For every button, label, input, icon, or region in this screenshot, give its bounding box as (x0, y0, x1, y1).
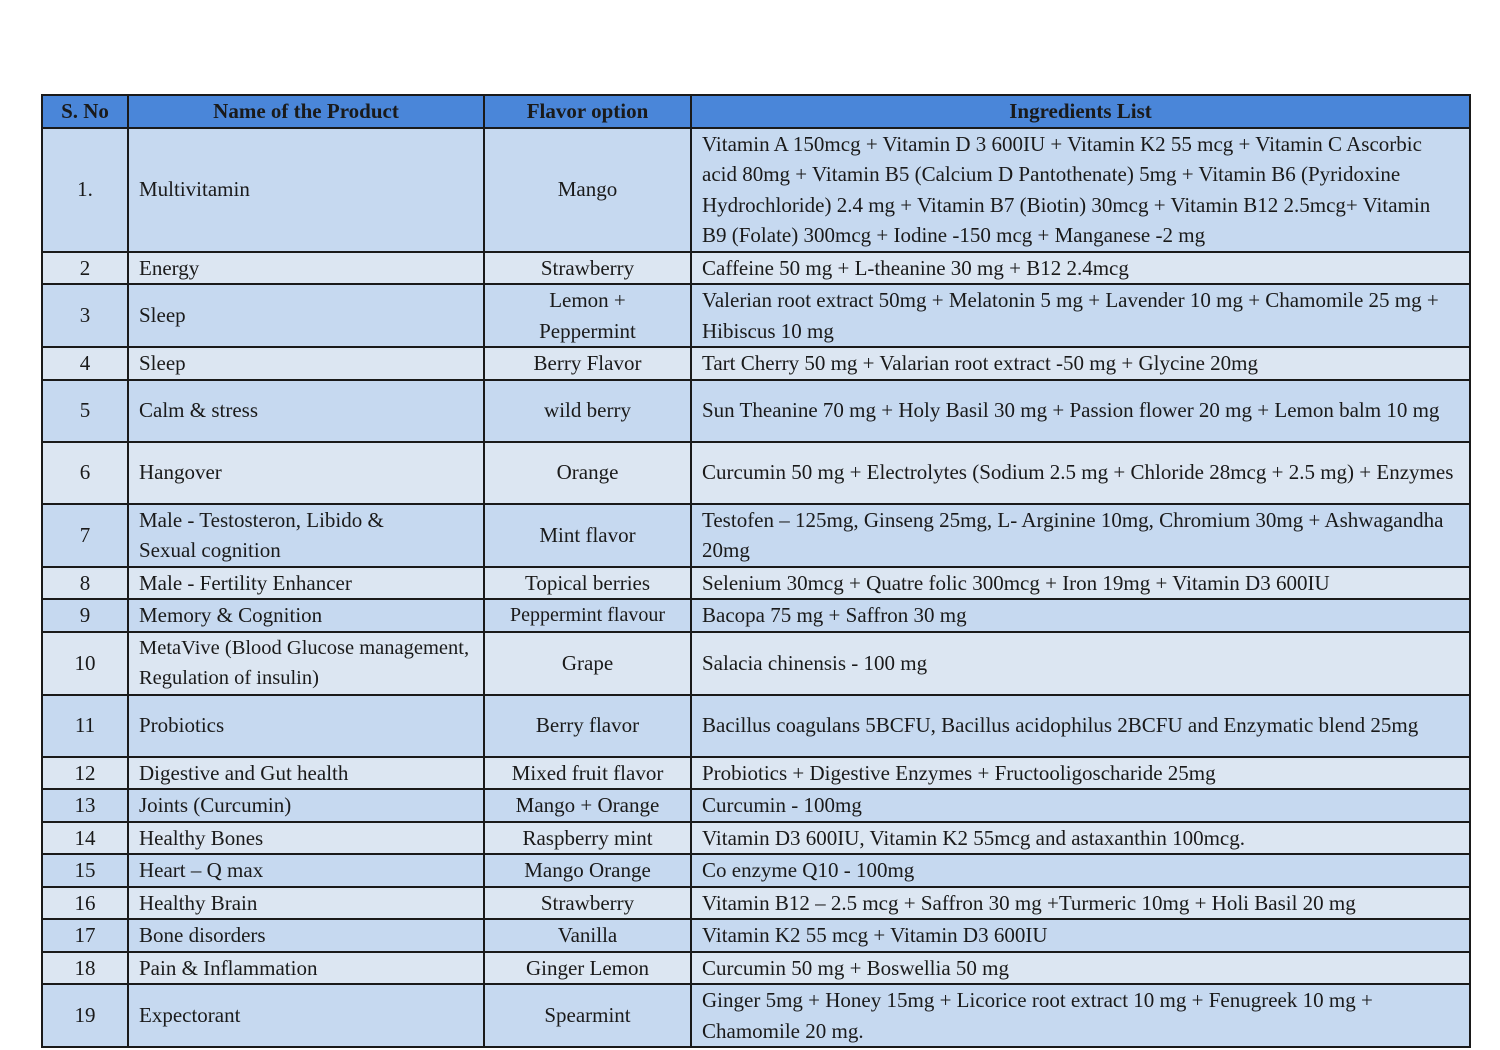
cell-sno: 11 (42, 695, 128, 757)
cell-flavor: Orange (484, 442, 691, 504)
cell-flavor: Mixed fruit flavor (484, 757, 691, 790)
cell-flavor: Strawberry (484, 252, 691, 285)
cell-sno: 9 (42, 599, 128, 632)
table-row (42, 504, 1470, 567)
table-row (42, 284, 1470, 347)
table-row (42, 567, 1470, 600)
table-row (42, 887, 1470, 920)
cell-sno: 17 (42, 919, 128, 952)
cell-product-name: Memory & Cognition (128, 599, 484, 632)
cell-product-name: Probiotics (128, 695, 484, 757)
cell-ingredients: Curcumin - 100mg (691, 789, 1470, 822)
cell-ingredients: Curcumin 50 mg + Electrolytes (Sodium 2.5 mg + Chloride 28mcg + 2.5 mg) + Enzymes (691, 442, 1470, 504)
cell-product-name: Male - Fertility Enhancer (128, 567, 484, 600)
cell-product-name: Expectorant (128, 984, 484, 1047)
cell-ingredients: Sun Theanine 70 mg + Holy Basil 30 mg + Passion flower 20 mg + Lemon balm 10 mg (691, 380, 1470, 442)
cell-product-name: Energy (128, 252, 484, 285)
table-row (42, 952, 1470, 985)
cell-product-name: Joints (Curcumin) (128, 789, 484, 822)
header-sno: S. No (42, 95, 128, 128)
cell-sno: 2 (42, 252, 128, 285)
cell-flavor: Ginger Lemon (484, 952, 691, 985)
cell-product-name: MetaVive (Blood Glucose management, Regulation of insulin) (128, 632, 484, 695)
table-row (42, 128, 1470, 252)
cell-ingredients: Selenium 30mcg + Quatre folic 300mcg + Iron 19mg + Vitamin D3 600IU (691, 567, 1470, 600)
cell-ingredients: Bacillus coagulans 5BCFU, Bacillus acidophilus 2BCFU and Enzymatic blend 25mg (691, 695, 1470, 757)
header-product-name: Name of the Product (128, 95, 484, 128)
cell-ingredients: Vitamin A 150mcg + Vitamin D 3 600IU + Vitamin K2 55 mcg + Vitamin C Ascorbic acid 80mg + Vitamin B5 (Calcium D Pantothenate) 5mg + Vitamin B6 (Pyridoxine Hydrochloride) 2.4 mg + Vitamin B7 (Biotin) 30mcg + Vitamin B12 2.5mcg+ Vitamin B9 (Folate) 300mcg + Iodine -150 mcg + Manganese -2 mg (691, 128, 1470, 252)
cell-product-name: Pain & Inflammation (128, 952, 484, 985)
cell-flavor: Mango (484, 128, 691, 252)
cell-sno: 7 (42, 504, 128, 567)
table-row (42, 757, 1470, 790)
cell-product-name: Digestive and Gut health (128, 757, 484, 790)
table-row (42, 347, 1470, 380)
cell-sno: 10 (42, 632, 128, 695)
cell-ingredients: Testofen – 125mg, Ginseng 25mg, L- Arginine 10mg, Chromium 30mg + Ashwagandha 20mg (691, 504, 1470, 567)
cell-flavor: Grape (484, 632, 691, 695)
table-row (42, 252, 1470, 285)
cell-flavor: Mango Orange (484, 854, 691, 887)
cell-flavor: Berry Flavor (484, 347, 691, 380)
cell-sno: 14 (42, 822, 128, 855)
cell-sno: 15 (42, 854, 128, 887)
cell-product-name: Hangover (128, 442, 484, 504)
cell-ingredients: Curcumin 50 mg + Boswellia 50 mg (691, 952, 1470, 985)
cell-product-name: Heart – Q max (128, 854, 484, 887)
cell-sno: 18 (42, 952, 128, 985)
cell-product-name: Healthy Brain (128, 887, 484, 920)
cell-ingredients: Salacia chinensis - 100 mg (691, 632, 1470, 695)
table-row (42, 380, 1470, 442)
cell-sno: 1. (42, 128, 128, 252)
cell-flavor: Lemon + Peppermint (484, 284, 691, 347)
product-table (41, 94, 1471, 1048)
cell-sno: 13 (42, 789, 128, 822)
cell-ingredients: Vitamin D3 600IU, Vitamin K2 55mcg and astaxanthin 100mcg. (691, 822, 1470, 855)
cell-product-name: Multivitamin (128, 128, 484, 252)
cell-sno: 5 (42, 380, 128, 442)
table-row (42, 919, 1470, 952)
cell-product-name: Calm & stress (128, 380, 484, 442)
cell-ingredients: Probiotics + Digestive Enzymes + Fructooligoscharide 25mg (691, 757, 1470, 790)
header-ingredients-list: Ingredients List (691, 95, 1470, 128)
cell-flavor: Berry flavor (484, 695, 691, 757)
cell-product-name: Sleep (128, 347, 484, 380)
cell-sno: 4 (42, 347, 128, 380)
cell-sno: 16 (42, 887, 128, 920)
table-row (42, 789, 1470, 822)
cell-ingredients: Co enzyme Q10 - 100mg (691, 854, 1470, 887)
table-row (42, 854, 1470, 887)
cell-product-name: Sleep (128, 284, 484, 347)
cell-sno: 6 (42, 442, 128, 504)
table-row (42, 984, 1470, 1047)
cell-product-name: Bone disorders (128, 919, 484, 952)
cell-flavor: wild berry (484, 380, 691, 442)
table-row (42, 695, 1470, 757)
cell-sno: 3 (42, 284, 128, 347)
cell-flavor: Topical berries (484, 567, 691, 600)
cell-flavor: Spearmint (484, 984, 691, 1047)
table-row (42, 442, 1470, 504)
cell-ingredients: Tart Cherry 50 mg + Valarian root extract -50 mg + Glycine 20mg (691, 347, 1470, 380)
cell-ingredients: Ginger 5mg + Honey 15mg + Licorice root extract 10 mg + Fenugreek 10 mg + Chamomile 20 mg. (691, 984, 1470, 1047)
cell-flavor: Peppermint flavour (484, 599, 691, 632)
cell-sno: 19 (42, 984, 128, 1047)
cell-flavor: Vanilla (484, 919, 691, 952)
header-flavor-option: Flavor option (484, 95, 691, 128)
cell-ingredients: Valerian root extract 50mg + Melatonin 5 mg + Lavender 10 mg + Chamomile 25 mg + Hibiscus 10 mg (691, 284, 1470, 347)
cell-product-name: Healthy Bones (128, 822, 484, 855)
table-row (42, 632, 1470, 695)
cell-ingredients: Vitamin K2 55 mcg + Vitamin D3 600IU (691, 919, 1470, 952)
table-row (42, 822, 1470, 855)
cell-flavor: Strawberry (484, 887, 691, 920)
cell-product-name: Male - Testosteron, Libido & Sexual cognition (128, 504, 484, 567)
cell-ingredients: Bacopa 75 mg + Saffron 30 mg (691, 599, 1470, 632)
table-header-row (42, 95, 1470, 128)
cell-sno: 12 (42, 757, 128, 790)
cell-flavor: Mango + Orange (484, 789, 691, 822)
cell-ingredients: Vitamin B12 – 2.5 mcg + Saffron 30 mg +Turmeric 10mg + Holi Basil 20 mg (691, 887, 1470, 920)
table-row (42, 599, 1470, 632)
cell-flavor: Mint flavor (484, 504, 691, 567)
cell-sno: 8 (42, 567, 128, 600)
cell-ingredients: Caffeine 50 mg + L-theanine 30 mg + B12 2.4mcg (691, 252, 1470, 285)
cell-flavor: Raspberry mint (484, 822, 691, 855)
